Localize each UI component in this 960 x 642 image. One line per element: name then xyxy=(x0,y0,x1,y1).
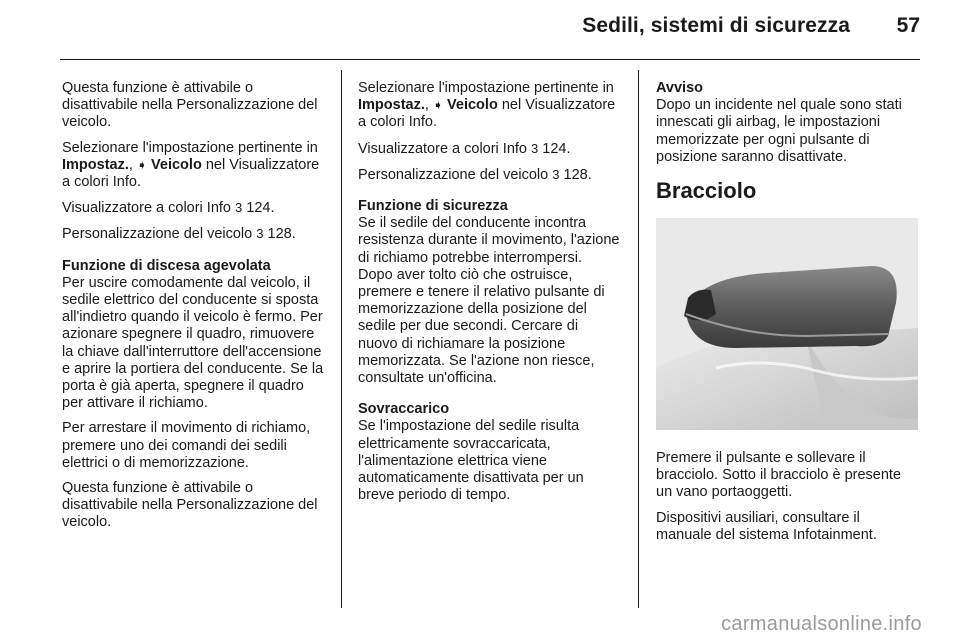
paragraph: Selezionare l'impostazione pertinente in Impostaz., ➧ Veicolo nel Visualizzatore a colori Info. xyxy=(358,80,616,131)
paragraph: Funzione di sicurezza Se il sedile del conducente incontra resistenza durante il movimento, l'azione di richiamo potrebbe interrompersi. Dopo aver tolto ciò che ostruisce, premere e tenere il relativo pulsante di memorizzazione della posizione del sedile per due secondi. Cercare di nuovo di richiamare la posizione memorizzata. Se l'azione non riesce, consultate un'officina. xyxy=(358,198,620,387)
arrow-icon: ➧ xyxy=(136,157,147,172)
paragraph: Funzione di discesa agevolata Per uscire comodamente dal veicolo, il sedile elettrico del conducente si sposta all'indietro quando il veicolo è fermo. Per azionare spegnere il quadro, rimuovere la chiave dall'interruttore dell'accensione e aprire la portiera del conducente. Se la porta è già aperta, spegnere il quadro per attivare il richiamo. xyxy=(62,257,324,412)
column-2 xyxy=(358,80,620,512)
paragraph: Selezionare l'impostazione pertinente in Impostaz., ➧ Veicolo nel Visualizzatore a colori Info. xyxy=(62,139,320,191)
column-divider-1 xyxy=(341,70,342,608)
page-ref: 124. xyxy=(542,140,571,157)
paragraph: Per arrestare il movimento di richiamo, premere uno dei comandi dei sedili elettrici o di memorizzazione. xyxy=(62,420,311,471)
menu-veicolo: Veicolo xyxy=(151,156,202,173)
menu-impostaz: Impostaz. xyxy=(62,156,129,173)
header-divider xyxy=(60,59,920,60)
page-ref-icon: 3 xyxy=(531,140,539,156)
subheading: Sovraccarico xyxy=(358,401,450,418)
paragraph: Questa funzione è attivabile o disattivabile nella Personalizzazione del veicolo. xyxy=(62,480,318,531)
page-ref: 124. xyxy=(246,200,275,217)
menu-veicolo: Veicolo xyxy=(447,97,498,114)
armrest-illustration xyxy=(656,218,918,430)
notice-heading: Avviso xyxy=(656,80,704,96)
paragraph: Dispositivi ausiliari, consultare il manuale del sistema Infotainment. xyxy=(656,509,877,543)
paragraph: Visualizzatore a colori Info 3 124. xyxy=(62,200,275,217)
paragraph: Personalizzazione del veicolo 3 128. xyxy=(358,166,592,183)
section-title: Bracciolo xyxy=(656,178,757,204)
paragraph: Visualizzatore a colori Info 3 124. xyxy=(358,140,571,157)
column-divider-2 xyxy=(638,70,639,608)
armrest-photo xyxy=(656,218,918,430)
paragraph: Personalizzazione del veicolo 3 128. xyxy=(62,226,296,243)
page-number: 57 xyxy=(896,14,920,37)
page-ref-icon: 3 xyxy=(235,200,243,216)
notice-box: Avviso Dopo un incidente nel quale sono stati innescati gli airbag, le impostazioni memorizzate per ogni pulsante di posizione saranno disattivate. xyxy=(656,80,918,166)
page-ref: 128. xyxy=(267,226,296,243)
page-ref-icon: 3 xyxy=(552,166,560,182)
page-ref-icon: 3 xyxy=(256,226,264,242)
column-1 xyxy=(62,80,324,540)
column-3 xyxy=(656,80,918,552)
watermark: carmanualsonline.info xyxy=(721,613,922,635)
page-title: Sedili, sistemi di sicurezza xyxy=(582,14,850,37)
subheading: Funzione di discesa agevolata xyxy=(62,257,271,274)
paragraph: Premere il pulsante e sollevare il bracciolo. Sotto il bracciolo è presente un vano portaoggetti. xyxy=(656,450,902,501)
arrow-icon: ➧ xyxy=(432,98,443,113)
page-ref: 128. xyxy=(563,166,592,183)
paragraph: Sovraccarico Se l'impostazione del sedile risulta elettricamente sovraccaricata, l'alimentazione elettrica viene automaticamente disattivata per un breve periodo di tempo. xyxy=(358,401,620,504)
subheading: Funzione di sicurezza xyxy=(358,198,508,215)
paragraph: Questa funzione è attivabile o disattivabile nella Personalizzazione del veicolo. xyxy=(62,80,318,131)
menu-impostaz: Impostaz. xyxy=(358,97,425,114)
